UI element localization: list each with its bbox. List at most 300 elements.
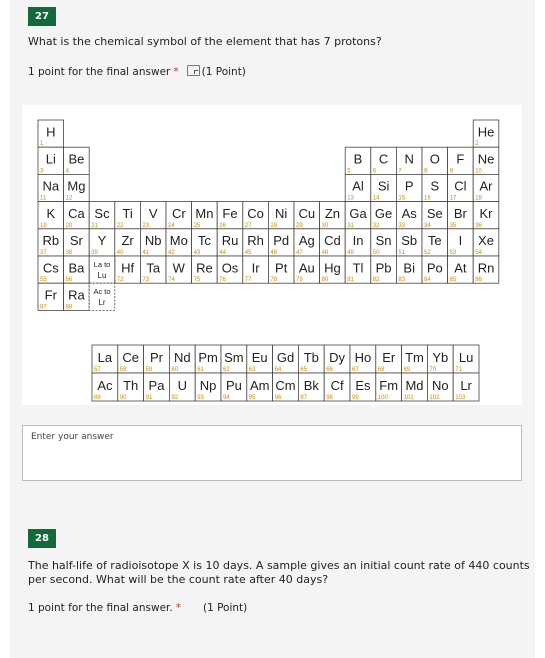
element-symbol: Nb — [144, 233, 162, 249]
question-number-badge: 28 — [28, 529, 56, 548]
atomic-number: 102 — [429, 395, 440, 401]
atomic-number: 61 — [197, 367, 204, 373]
element-cell-i — [448, 229, 474, 256]
atomic-number: 58 — [119, 367, 127, 373]
atomic-number: 92 — [171, 395, 179, 401]
atomic-number: 28 — [270, 222, 278, 229]
atomic-number: 43 — [193, 250, 201, 256]
element-symbol: Fe — [222, 205, 238, 221]
element-symbol: Ar — [479, 178, 493, 194]
element-symbol: N — [404, 151, 414, 167]
element-cell-th — [118, 373, 144, 401]
element-cell-tb — [298, 345, 324, 373]
element-symbol: Ne — [477, 151, 495, 167]
atomic-number: 101 — [403, 395, 414, 401]
element-cell-cu — [294, 202, 320, 229]
atomic-number: 60 — [171, 367, 179, 373]
atomic-number: 38 — [65, 250, 73, 256]
element-cell-ne — [473, 147, 499, 174]
element-cell-rb — [38, 229, 64, 256]
element-symbol: Eu — [251, 349, 268, 365]
atomic-number: 66 — [326, 367, 333, 373]
element-symbol: Ta — [146, 260, 161, 276]
element-cell-zr — [115, 229, 141, 256]
element-cell-tc — [192, 229, 218, 256]
atomic-number: 78 — [270, 277, 278, 284]
atomic-number: 6 — [372, 168, 377, 175]
atomic-number: 5 — [347, 168, 351, 175]
atomic-number: 56 — [65, 277, 73, 284]
element-symbol: B — [353, 151, 363, 167]
element-symbol: Er — [382, 349, 396, 365]
element-symbol: Cu — [298, 205, 316, 221]
required-asterisk: * — [173, 66, 179, 78]
element-symbol: Nd — [173, 349, 191, 365]
element-symbol: Dy — [329, 349, 346, 365]
atomic-number: 79 — [296, 277, 303, 284]
element-symbol: Ra — [68, 287, 85, 303]
atomic-number: 10 — [475, 168, 482, 175]
element-symbol: Bk — [303, 377, 319, 393]
atomic-number: 17 — [449, 195, 457, 202]
element-symbol: C — [378, 151, 389, 167]
atomic-number: 31 — [347, 222, 354, 229]
atomic-number: 62 — [223, 367, 230, 373]
element-cell-ce — [118, 345, 144, 373]
atomic-number: 7 — [398, 168, 402, 175]
element-symbol: Zn — [324, 205, 340, 221]
atomic-number: 46 — [270, 250, 278, 256]
element-cell-at — [448, 256, 474, 283]
atomic-number: 24 — [168, 222, 175, 229]
element-symbol: In — [352, 233, 364, 249]
element-cell-sn — [371, 229, 397, 256]
atomic-number: 57 — [94, 367, 101, 373]
atomic-number: 42 — [168, 250, 175, 256]
element-symbol: Pb — [375, 260, 392, 276]
element-cell-pa — [144, 373, 170, 401]
atomic-number: 44 — [219, 250, 226, 256]
element-cell-ir — [243, 256, 269, 283]
element-cell-sc — [89, 202, 115, 229]
element-cell-n — [396, 147, 422, 174]
atomic-number: 85 — [449, 277, 457, 284]
element-symbol: Hf — [121, 260, 135, 276]
element-symbol: Es — [355, 377, 371, 393]
element-cell-dy — [324, 345, 350, 373]
element-symbol: Ho — [354, 349, 372, 365]
element-cell-yb — [427, 345, 453, 373]
element-symbol: Os — [221, 260, 239, 276]
placeholder-top: Ac to — [93, 287, 111, 297]
element-symbol: Fr — [44, 287, 57, 303]
element-cell-ca — [64, 202, 90, 229]
atomic-number: 22 — [116, 222, 124, 229]
element-symbol: V — [148, 205, 158, 221]
atomic-number: 96 — [274, 395, 282, 401]
question-number-badge: 27 — [28, 7, 56, 26]
element-symbol: Cs — [42, 260, 59, 276]
element-symbol: H — [46, 124, 56, 140]
element-symbol: Cl — [454, 178, 467, 194]
element-cell-in — [345, 229, 371, 256]
element-cell-am — [247, 373, 273, 401]
element-symbol: Lu — [458, 349, 474, 365]
element-symbol: Th — [123, 377, 139, 393]
atomic-number: 37 — [40, 250, 47, 256]
atomic-number: 80 — [321, 277, 329, 284]
atomic-number: 18 — [475, 195, 482, 202]
element-cell-cl — [448, 174, 474, 201]
element-cell-tm — [402, 345, 428, 373]
element-symbol: Ba — [68, 260, 85, 276]
element-cell-md — [402, 373, 428, 401]
element-cell-cf — [324, 373, 350, 401]
element-symbol: Rh — [247, 233, 264, 249]
atomic-number: 69 — [403, 367, 411, 373]
element-cell-nd — [169, 345, 195, 373]
atomic-number: 98 — [326, 395, 333, 401]
placeholder-bottom: Lu — [97, 271, 107, 280]
element-cell-p — [396, 174, 422, 201]
element-symbol: O — [429, 151, 440, 167]
element-symbol: Pu — [225, 377, 242, 393]
element-cell-hg — [320, 256, 346, 283]
element-cell-re — [192, 256, 218, 283]
atomic-number: 65 — [300, 367, 308, 373]
actinide-placeholder — [89, 283, 115, 310]
atomic-number: 100 — [377, 395, 388, 401]
atomic-number: 47 — [296, 250, 303, 256]
element-symbol: Bi — [403, 260, 415, 276]
immersive-reader-icon[interactable] — [187, 65, 200, 76]
element-cell-pu — [221, 373, 247, 401]
element-symbol: Po — [426, 260, 443, 276]
element-symbol: As — [401, 205, 417, 221]
atomic-number: 71 — [455, 367, 462, 373]
element-symbol: W — [172, 260, 185, 276]
element-cell-pb — [371, 256, 397, 283]
element-symbol: Se — [426, 205, 443, 221]
element-symbol: Rb — [42, 233, 60, 249]
atomic-number: 76 — [219, 277, 226, 284]
element-symbol: Pm — [198, 349, 218, 365]
element-cell-br — [448, 202, 474, 229]
atomic-number: 93 — [197, 395, 204, 401]
element-cell-u — [169, 373, 195, 401]
element-symbol: Sn — [375, 233, 392, 249]
element-symbol: Li — [45, 151, 56, 167]
atomic-number: 9 — [449, 168, 453, 175]
atomic-number: 49 — [347, 250, 354, 256]
atomic-number: 48 — [321, 250, 329, 256]
question-text-line-1: The half-life of radioisotope X is 10 days. A sample gives an initial count rate of 440 counts — [28, 559, 530, 572]
atomic-number: 86 — [475, 277, 482, 284]
element-cell-cs — [38, 256, 64, 283]
question-28-card — [10, 518, 535, 658]
atomic-number: 84 — [424, 277, 431, 284]
atomic-number: 26 — [219, 222, 226, 229]
placeholder-bottom: Lr — [98, 298, 106, 308]
element-symbol: Br — [453, 205, 467, 221]
atomic-number: 27 — [244, 222, 252, 229]
element-cell-te — [422, 229, 448, 256]
atomic-number: 14 — [372, 195, 380, 202]
element-cell-pm — [195, 345, 221, 373]
atomic-number: 23 — [142, 222, 150, 229]
element-cell-cr — [166, 202, 192, 229]
element-symbol: K — [46, 205, 56, 221]
element-cell-xe — [473, 229, 499, 256]
element-cell-la — [92, 345, 118, 373]
element-cell-ru — [217, 229, 243, 256]
element-symbol: Tb — [303, 349, 319, 365]
element-symbol: Rn — [477, 260, 495, 276]
element-symbol: Gd — [276, 349, 295, 365]
element-cell-sr — [64, 229, 90, 256]
element-cell-cm — [273, 373, 299, 401]
atomic-number: 34 — [424, 222, 431, 229]
element-symbol: Kr — [479, 205, 493, 221]
element-cell-np — [195, 373, 221, 401]
atomic-number: 67 — [352, 367, 359, 373]
element-cell-pt — [268, 256, 294, 283]
answer-placeholder: Enter your answer — [31, 432, 114, 442]
atomic-number: 75 — [193, 277, 201, 284]
element-cell-pr — [144, 345, 170, 373]
element-cell-c — [371, 147, 397, 174]
atomic-number: 21 — [91, 222, 98, 229]
element-symbol: Ce — [122, 349, 140, 365]
element-symbol: Yb — [432, 349, 449, 365]
element-symbol: Ti — [122, 205, 133, 221]
element-cell-na — [38, 174, 64, 201]
element-cell-lu — [453, 345, 479, 373]
atomic-number: 72 — [116, 277, 124, 284]
placeholder-top: La to — [93, 260, 111, 269]
element-symbol: Cf — [330, 377, 344, 393]
atomic-number: 19 — [40, 222, 47, 229]
atomic-number: 68 — [377, 367, 385, 373]
element-cell-fr — [38, 283, 64, 310]
atomic-number: 3 — [40, 168, 44, 175]
element-symbol: Tc — [197, 233, 211, 249]
atomic-number: 33 — [398, 222, 406, 229]
element-cell-cd — [320, 229, 346, 256]
element-cell-gd — [273, 345, 299, 373]
atomic-number: 81 — [347, 277, 354, 284]
atomic-number: 83 — [398, 277, 406, 284]
element-cell-ge — [371, 202, 397, 229]
element-symbol: Al — [352, 178, 364, 194]
atomic-number: 8 — [424, 168, 428, 175]
element-symbol: Ni — [275, 205, 288, 221]
element-symbol: Cd — [324, 233, 341, 249]
periodic-table — [22, 105, 522, 405]
answer-input[interactable] — [22, 425, 522, 481]
atomic-number: 77 — [244, 277, 252, 284]
atomic-number: 70 — [429, 367, 437, 373]
element-symbol: Sr — [69, 233, 83, 249]
element-cell-kr — [473, 202, 499, 229]
atomic-number: 16 — [424, 195, 431, 202]
element-cell-ra — [64, 283, 90, 310]
element-cell-po — [422, 256, 448, 283]
atomic-number: 50 — [372, 250, 380, 256]
atomic-number: 88 — [65, 304, 73, 311]
element-symbol: Np — [199, 377, 217, 393]
atomic-number: 87 — [40, 304, 47, 311]
element-cell-bi — [396, 256, 422, 283]
element-cell-si — [371, 174, 397, 201]
element-symbol: Re — [196, 260, 213, 276]
atomic-number: 45 — [244, 250, 252, 256]
points-text: 1 point for the final answer — [28, 66, 171, 78]
element-symbol: Ru — [221, 233, 239, 249]
element-cell-ag — [294, 229, 320, 256]
element-cell-mn — [192, 202, 218, 229]
element-symbol: Te — [427, 233, 442, 249]
element-symbol: Md — [405, 377, 424, 393]
element-symbol: Pr — [150, 349, 163, 365]
element-cell-au — [294, 256, 320, 283]
atomic-number: 13 — [347, 195, 354, 202]
element-cell-b — [345, 147, 371, 174]
element-symbol: Si — [377, 178, 390, 194]
element-symbol: Sm — [224, 349, 244, 365]
points-value: (1 Point) — [202, 602, 248, 614]
element-cell-pd — [268, 229, 294, 256]
element-symbol: Au — [298, 260, 315, 276]
element-cell-h — [38, 120, 64, 147]
element-cell-no — [427, 373, 453, 401]
atomic-number: 99 — [352, 395, 359, 401]
atomic-number: 97 — [300, 395, 308, 401]
atomic-number: 2 — [475, 141, 479, 148]
element-cell-zn — [320, 202, 346, 229]
atomic-number: 36 — [475, 222, 482, 229]
points-value: (1 Point) — [201, 66, 246, 78]
atomic-number: 51 — [398, 250, 406, 256]
atomic-number: 94 — [223, 395, 230, 401]
element-cell-s — [422, 174, 448, 201]
question-text: What is the chemical symbol of the element that has 7 protons? — [28, 35, 382, 48]
element-symbol: Be — [68, 151, 85, 167]
atomic-number: 63 — [248, 367, 256, 373]
element-symbol: Na — [42, 178, 60, 194]
question-text-line-2: per second. What will be the count rate after 40 days? — [28, 573, 329, 586]
element-symbol: Ag — [298, 233, 315, 249]
atomic-number: 103 — [455, 395, 466, 401]
periodic-table-image — [22, 105, 522, 405]
element-symbol: Cr — [171, 205, 186, 221]
element-symbol: At — [454, 260, 467, 276]
element-symbol: Mn — [195, 205, 214, 221]
element-cell-ni — [268, 202, 294, 229]
element-symbol: Cm — [275, 377, 296, 393]
atomic-number: 73 — [142, 277, 150, 284]
element-symbol: Y — [97, 233, 107, 249]
atomic-number: 54 — [475, 250, 482, 256]
lanthanide-placeholder — [89, 256, 115, 283]
element-symbol: Sc — [94, 205, 110, 221]
atomic-number: 55 — [40, 277, 47, 284]
atomic-number: 29 — [296, 222, 303, 229]
element-cell-co — [243, 202, 269, 229]
element-cell-o — [422, 147, 448, 174]
element-cell-lr — [453, 373, 479, 401]
atomic-number: 89 — [94, 395, 101, 401]
atomic-number: 20 — [65, 222, 73, 229]
atomic-number: 25 — [193, 222, 201, 229]
element-symbol: Pd — [273, 233, 290, 249]
atomic-number: 59 — [145, 367, 153, 373]
element-cell-fe — [217, 202, 243, 229]
element-symbol: Xe — [478, 233, 494, 249]
element-cell-os — [217, 256, 243, 283]
atomic-number: 90 — [119, 395, 127, 401]
element-cell-rh — [243, 229, 269, 256]
element-symbol: S — [430, 178, 440, 194]
element-symbol: Fm — [379, 377, 399, 393]
element-cell-er — [376, 345, 402, 373]
element-symbol: Lr — [460, 377, 472, 393]
element-cell-ac — [92, 373, 118, 401]
element-cell-f — [448, 147, 474, 174]
atomic-number: 91 — [145, 395, 153, 401]
element-symbol: I — [458, 233, 463, 249]
atomic-number: 30 — [321, 222, 329, 229]
atomic-number: 40 — [116, 250, 124, 256]
atomic-number: 1 — [40, 141, 44, 148]
points-text: 1 point for the final answer. — [28, 602, 173, 614]
element-cell-ga — [345, 202, 371, 229]
element-cell-se — [422, 202, 448, 229]
element-symbol: Mo — [169, 233, 188, 249]
atomic-number: 39 — [91, 250, 98, 256]
element-symbol: Ir — [251, 260, 260, 276]
atomic-number: 74 — [168, 277, 175, 284]
atomic-number: 11 — [40, 195, 47, 202]
element-symbol: Ga — [349, 205, 367, 221]
atomic-number: 52 — [424, 250, 431, 256]
element-cell-sm — [221, 345, 247, 373]
element-symbol: La — [97, 349, 113, 365]
element-symbol: Ca — [68, 205, 85, 221]
element-cell-k — [38, 202, 64, 229]
points-line — [28, 602, 247, 614]
atomic-number: 64 — [274, 367, 282, 373]
element-cell-as — [396, 202, 422, 229]
element-cell-y — [89, 229, 115, 256]
element-cell-ta — [140, 256, 166, 283]
element-cell-rn — [473, 256, 499, 283]
atomic-number: 35 — [449, 222, 457, 229]
element-symbol: P — [404, 178, 414, 194]
atomic-number: 4 — [65, 168, 69, 175]
element-symbol: No — [431, 377, 449, 393]
element-cell-ti — [115, 202, 141, 229]
element-symbol: Ge — [374, 205, 393, 221]
element-cell-tl — [345, 256, 371, 283]
element-symbol: Hg — [324, 260, 341, 276]
element-symbol: Sb — [401, 233, 418, 249]
element-symbol: Ac — [97, 377, 113, 393]
element-cell-ba — [64, 256, 90, 283]
element-cell-be — [64, 147, 90, 174]
element-symbol: F — [456, 151, 465, 167]
atomic-number: 15 — [398, 195, 406, 202]
